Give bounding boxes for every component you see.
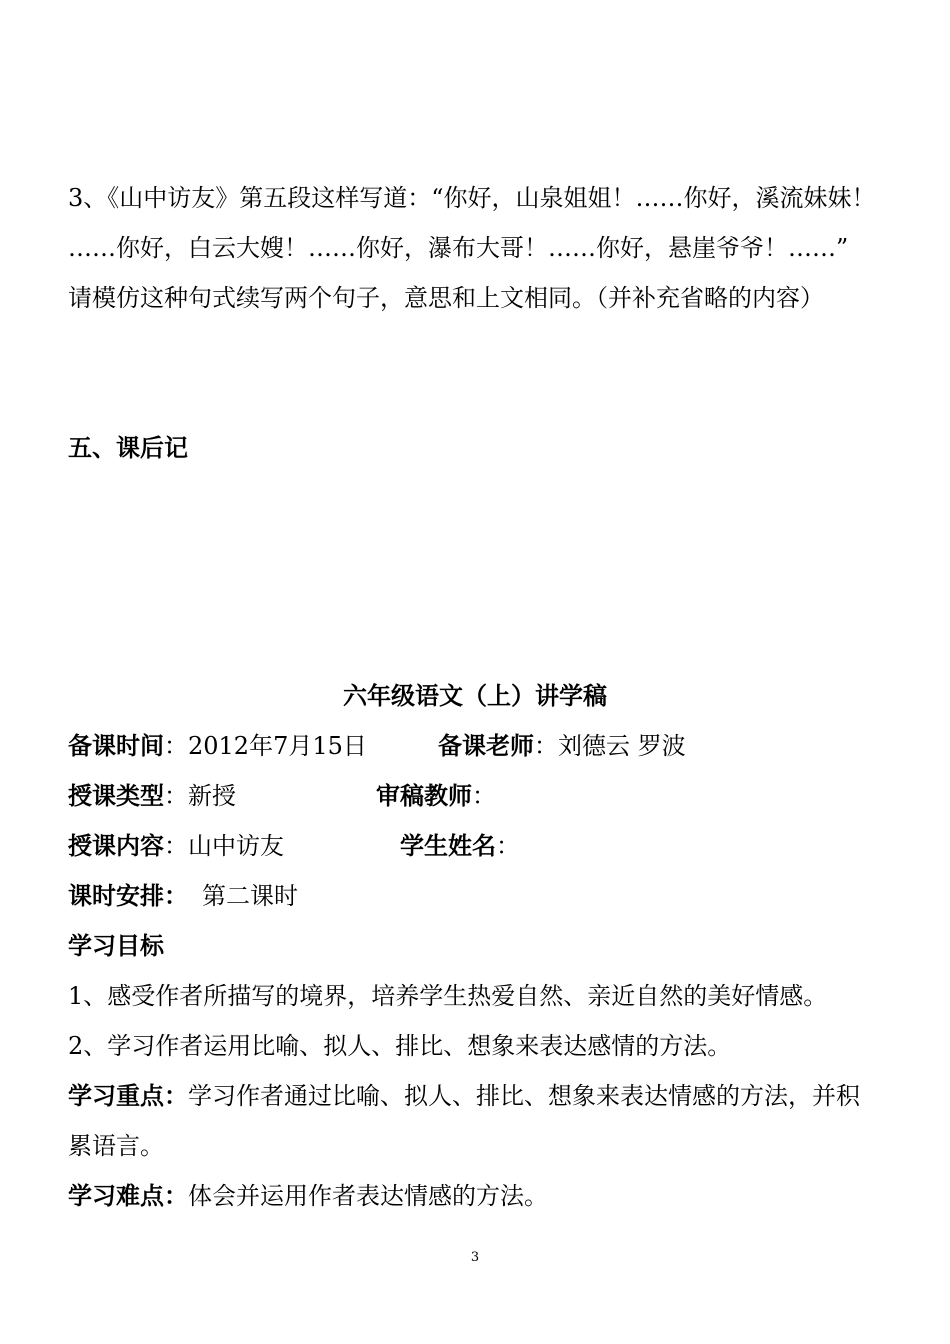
q3-line-3: 请模仿这种句式续写两个句子，意思和上文相同。（并补充省略的内容） <box>68 284 824 312</box>
key-point-value-line-1: 学习作者通过比喻、拟人、排比、想象来表达情感的方法，并积 <box>188 1082 860 1110</box>
schedule-label: 课时安排： <box>68 881 188 910</box>
key-point-value-line-2: 累语言。 <box>68 1132 164 1160</box>
reviewer-row <box>376 780 496 812</box>
class-type-row <box>68 780 236 812</box>
q3-line-1: 3、《山中访友》第五段这样写道：“你好，山泉姐姐！……你好，溪流妹妹！ <box>68 184 876 212</box>
content-row <box>68 830 284 862</box>
class-type-value: ：新授 <box>164 782 236 810</box>
content-label: 授课内容 <box>68 831 164 860</box>
goal-2: 2、学习作者运用比喻、拟人、排比、想象来表达感情的方法。 <box>68 1032 732 1060</box>
q3-line-2: ……你好，白云大嫂！……你好，瀑布大哥！……你好，悬崖爷爷！……” <box>68 234 849 262</box>
teacher-value: ：刘德云 罗波 <box>534 732 686 760</box>
difficulty-label: 学习难点： <box>68 1181 188 1210</box>
difficulty-row <box>68 1180 548 1212</box>
teacher-label: 备课老师 <box>438 731 534 760</box>
key-point-row <box>68 1080 860 1112</box>
student-label: 学生姓名 <box>400 831 496 860</box>
schedule-value: 第二课时 <box>202 882 298 910</box>
goal-1: 1、感受作者所描写的境界，培养学生热爱自然、亲近自然的美好情感。 <box>68 982 828 1010</box>
class-type-label: 授课类型 <box>68 781 164 810</box>
schedule-row <box>68 880 298 912</box>
plan-title: 六年级语文（上）讲学稿 <box>343 681 607 710</box>
prep-time-label: 备课时间 <box>68 731 164 760</box>
reviewer-label: 审稿教师 <box>376 781 472 810</box>
student-value: ： <box>496 832 520 860</box>
section-5-heading: 五、课后记 <box>68 433 188 462</box>
goals-heading: 学习目标 <box>68 931 164 960</box>
content-value: ：山中访友 <box>164 832 284 860</box>
reviewer-value: ： <box>472 782 496 810</box>
prep-row <box>68 730 367 762</box>
key-point-label: 学习重点： <box>68 1081 188 1110</box>
prep-time-value: ：2012年7月15日 <box>164 732 367 760</box>
difficulty-value: 体会并运用作者表达情感的方法。 <box>188 1182 548 1210</box>
teacher-row <box>438 730 686 762</box>
student-row <box>400 830 520 862</box>
page-number: 3 <box>470 1250 480 1265</box>
